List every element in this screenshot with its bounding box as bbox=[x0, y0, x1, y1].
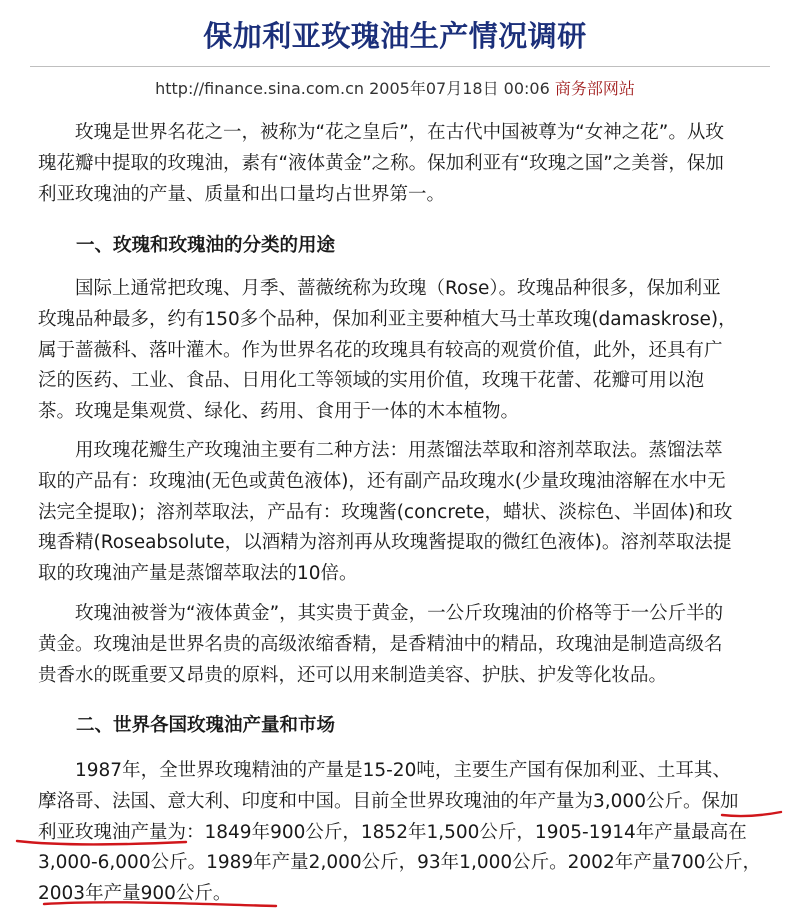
paragraph-line: 3,000-6,000公斤。1989年产量2,000公斤，93年1,000公斤。2002年产量700公斤， bbox=[38, 852, 762, 874]
paragraph-production-stats bbox=[38, 756, 763, 910]
paragraph-line: 取的玫瑰油产量是蒸馏萃取法的10倍。 bbox=[38, 563, 358, 585]
paragraph-liquid-gold bbox=[38, 599, 763, 691]
paragraph-line: 贵香水的既重要又昂贵的原料，还可以用来制造美容、护肤、护发等化妆品。 bbox=[38, 664, 668, 686]
paragraph-rose-varieties bbox=[38, 274, 763, 428]
article-title: 保加利亚玫瑰油生产情况调研 bbox=[203, 19, 587, 53]
paragraph-line: 瑰花瓣中提取的玫瑰油，素有“液体黄金”之称。保加利亚有“玫瑰之国”之美誉，保加 bbox=[38, 152, 724, 174]
paragraph-line: 利亚玫瑰油产量为：1849年900公斤，1852年1,500公斤，1905-1914年产量最高在 bbox=[38, 821, 747, 843]
paragraph-line: 法完全提取)；溶剂萃取法，产品有：玫瑰酱(concrete，蜡状、淡棕色、半固体)和玫 bbox=[38, 501, 733, 523]
source-url: http://finance.sina.com.cn bbox=[155, 79, 365, 98]
paragraph-line: 利亚玫瑰油的产量、质量和出口量均占世界第一。 bbox=[38, 183, 446, 205]
paragraph-line: 摩洛哥、法国、意大利、印度和中国。目前全世界玫瑰油的年产量为3,000公斤。保加 bbox=[38, 790, 739, 812]
paragraph-line: 取的产品有：玫瑰油(无色或黄色液体)，还有副产品玫瑰水(少量玫瑰油溶解在水中无 bbox=[38, 470, 726, 492]
paragraph-line: 玫瑰品种最多，约有150多个品种，保加利亚主要种植大马士革玫瑰(damaskrose)， bbox=[38, 308, 737, 330]
paragraph-line: 2003年产量900公斤。 bbox=[38, 883, 232, 905]
section-heading-1: 一、玫瑰和玫瑰油的分类的用途 bbox=[76, 235, 336, 256]
paragraph-extraction-methods bbox=[38, 436, 763, 590]
paragraph-line: 玫瑰是世界名花之一，被称为“花之皇后”，在古代中国被尊为“女神之花”。从玫 bbox=[38, 122, 724, 143]
paragraph-line: 泛的医药、工业、食品、日用化工等领域的实用价值，玫瑰干花蕾、花瓣可用以泡 bbox=[38, 370, 705, 392]
source-name-link[interactable]: 商务部网站 bbox=[554, 79, 635, 98]
paragraph-line: 茶。玫瑰是集观赏、绿化、药用、食用于一体的木本植物。 bbox=[38, 401, 520, 423]
paragraph-line: 玫瑰油被誉为“液体黄金”，其实贵于黄金，一公斤玫瑰油的价格等于一公斤半的 bbox=[38, 603, 724, 624]
paragraph-line: 用玫瑰花瓣生产玫瑰油主要有二种方法：用蒸馏法萃取和溶剂萃取法。蒸馏法萃 bbox=[38, 440, 723, 461]
title-divider bbox=[30, 66, 770, 67]
paragraph-line: 黄金。玫瑰油是世界名贵的高级浓缩香精，是香精油中的精品，玫瑰油是制造高级名 bbox=[38, 633, 723, 655]
paragraph-intro bbox=[38, 118, 763, 210]
section-heading-2: 二、世界各国玫瑰油产量和市场 bbox=[76, 715, 336, 736]
article-meta bbox=[0, 76, 790, 99]
paragraph-line: 1987年，全世界玫瑰精油的产量是15-20吨，主要生产国有保加利亚、土耳其、 bbox=[38, 760, 731, 781]
paragraph-line: 瑰香精(Roseabsolute，以酒精为溶剂再从玫瑰酱提取的微红色液体)。溶剂萃取法提 bbox=[38, 532, 732, 554]
paragraph-line: 国际上通常把玫瑰、月季、蔷薇统称为玫瑰（Rose）。玫瑰品种很多，保加利亚 bbox=[38, 278, 721, 299]
paragraph-line: 属于蔷薇科、落叶灌木。作为世界名花的玫瑰具有较高的观赏价值，此外，还具有广 bbox=[38, 339, 723, 361]
publish-date: 2005年07月18日 00:06 bbox=[369, 79, 550, 98]
